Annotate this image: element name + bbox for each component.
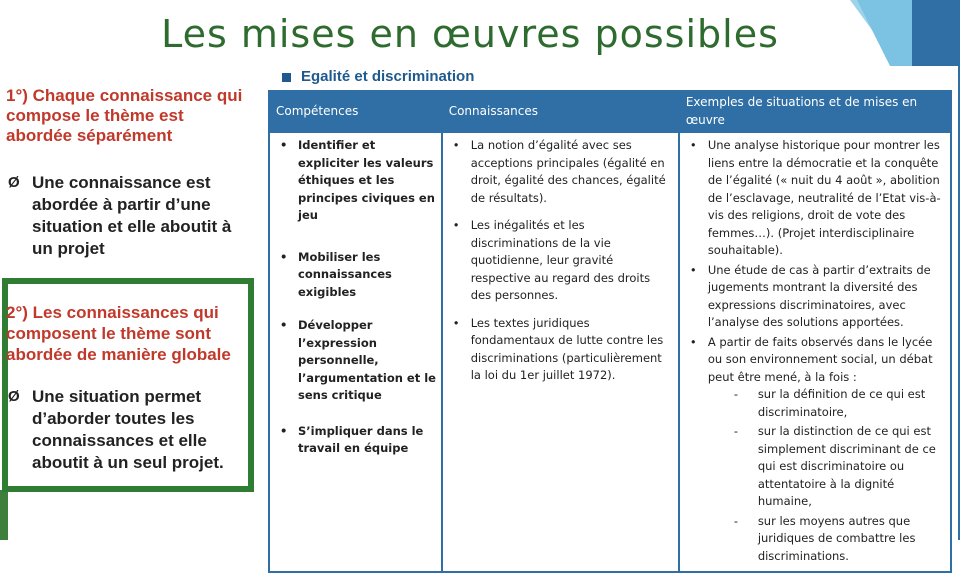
list-item: • S’impliquer dans le travail en équipe: [272, 423, 437, 458]
list-item: • Une étude de cas à partir d’extraits de jugements montrant la diversité des expressions discriminatoires, avec l’analyse des solutions apportées.: [682, 262, 946, 332]
left-accent-bar: [0, 490, 8, 540]
program-table: [268, 90, 952, 573]
sub-list-item: - sur la distinction de ce qui est simplement discriminant de ce qui est discriminatoire ou attentatoire à la dignité humaine,: [708, 423, 946, 511]
program-table-panel: [262, 66, 958, 563]
sub-list-item: - sur la définition de ce qui est discriminatoire,: [708, 386, 946, 421]
column-header: Compétences: [269, 91, 442, 132]
sub-list-item: - sur les moyens autres que juridiques de combattre les discriminations.: [708, 513, 946, 566]
option-1-detail-text: Une connaissance est abordée à partir d’une situation et elle aboutit à un projet: [32, 173, 232, 258]
arrow-bullet-icon: Ø: [8, 388, 20, 405]
list-item: • Les inégalités et les discriminations de la vie quotidienne, leur gravité respective au regard des droits des personnes.: [445, 217, 674, 305]
arrow-bullet-icon: Ø: [8, 174, 20, 191]
list-item: • Développer l’expression personnelle, l’argumentation et le sens critique: [272, 317, 437, 405]
list-item: • Mobiliser les connaissances exigibles: [272, 249, 437, 302]
table-heading: Egalité et discrimination: [282, 68, 474, 85]
option-2-detail-text: Une situation permet d’aborder toutes les connaissances et elle aboutit à un seul projet.: [32, 387, 224, 472]
column-header: Connaissances: [442, 91, 679, 132]
option-1-detail: [6, 172, 254, 260]
column-header: Exemples de situations et de mises en œuvre: [679, 91, 951, 132]
option-2-detail: [6, 386, 254, 474]
list-item: • Identifier et expliciter les valeurs éthiques et les principes civiques en jeu: [272, 137, 437, 225]
option-2-heading: 2°) Les connaissances qui composent le thème sont abordée de manière globale: [6, 303, 231, 364]
list-item: • Une analyse historique pour montrer les liens entre la démocratie et la conquête de l’égalité (« nuit du 4 août », abolition de l’esclavage, neutralité de l’Etat vis-à-vis des religions, droit de vote des femmes…). (Projet interdisciplinaire souhaitable).: [682, 137, 946, 260]
list-item: • Les textes juridiques fondamentaux de lutte contre les discriminations (particulièrement la loi du 1er juillet 1972).: [445, 315, 674, 385]
list-item: • A partir de faits observés dans le lycée ou son environnement social, un débat peut être mené, à la fois : - sur la définition de ce qui est discriminatoire, - sur la distinction de ce qui est simplement discriminant de ce qui est discriminatoire ou attentatoire à la dignité humaine, - sur les moyens autres que juridiques de combattre les discriminations.: [682, 334, 946, 566]
list-item: • La notion d’égalité avec ses acceptions principales (égalité en droit, égalité des chances, égalité de résultats).: [445, 137, 674, 207]
connaissances-cell: [442, 132, 679, 572]
square-bullet-icon: [282, 73, 291, 82]
competences-cell: [269, 132, 442, 572]
slide-title: Les mises en œuvres possibles: [161, 12, 779, 56]
exemples-cell: [679, 132, 951, 572]
option-1-heading: 1°) Chaque connaissance qui compose le thème est abordée séparément: [6, 86, 243, 145]
